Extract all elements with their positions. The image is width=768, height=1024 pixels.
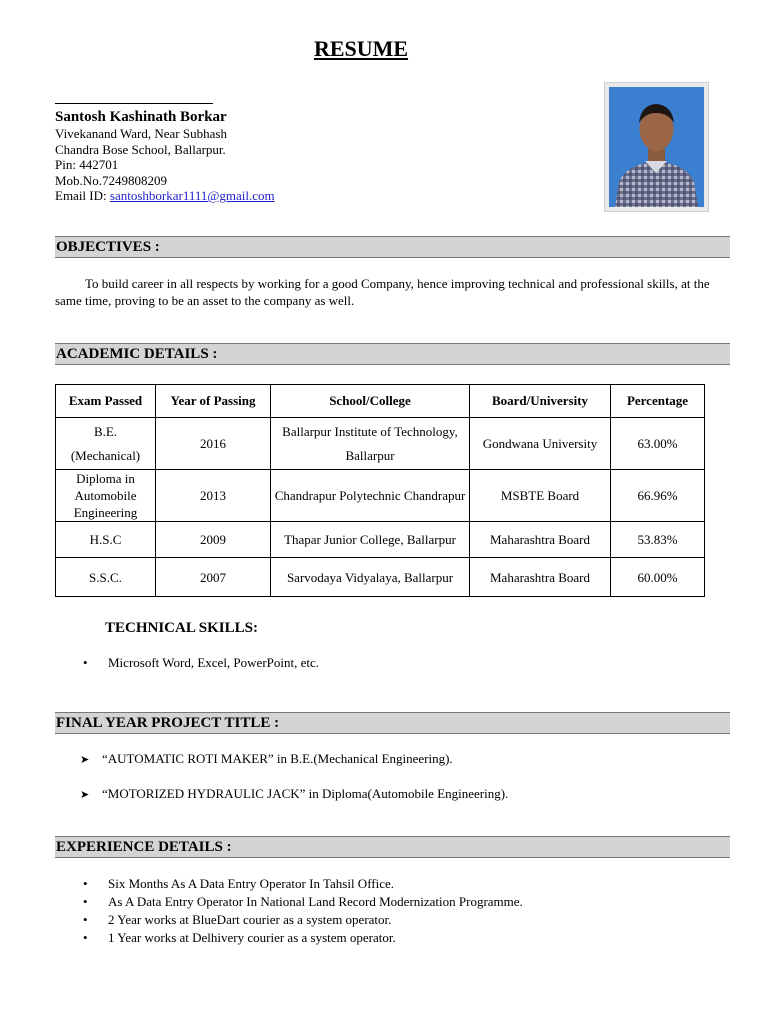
cell-year: 2016 (156, 418, 271, 470)
cell-year: 2009 (156, 522, 271, 558)
list-item: • 1 Year works at Delhivery courier as a system operator. (83, 929, 523, 947)
cell-percentage: 53.83% (611, 522, 705, 558)
profile-photo-icon (604, 82, 709, 212)
cell-school: Ballarpur Institute of Technology, Ballarpur (271, 418, 470, 470)
email-row (55, 188, 275, 204)
list-item: • Six Months As A Data Entry Operator In Tahsil Office. (83, 875, 523, 893)
experience-heading: EXPERIENCE DETAILS : (55, 836, 730, 858)
cell-percentage: 66.96% (611, 470, 705, 522)
cell-percentage: 63.00% (611, 418, 705, 470)
email-label: Email ID: (55, 188, 110, 203)
table-row (56, 558, 705, 597)
objectives-text: To build career in all respects by working for a good Company, hence improving technical and professional skills, at the same time, proving to be an asset to the company as well. (55, 276, 710, 308)
address-line-1: Vivekanand Ward, Near Subhash (55, 126, 227, 141)
resume-title: RESUME (313, 36, 409, 61)
name-rule (55, 103, 213, 104)
academic-table (55, 384, 705, 597)
contact-block (55, 108, 275, 204)
address-line-2: Chandra Bose School, Ballarpur. (55, 141, 226, 157)
table-row (56, 418, 705, 470)
list-item (80, 751, 453, 767)
cell-board: Gondwana University (470, 418, 611, 470)
cell-year: 2007 (156, 558, 271, 597)
email-link[interactable]: santoshborkar1111@gmail.com (109, 188, 275, 203)
col-year-of-passing: Year of Passing (156, 385, 271, 418)
table-row (56, 522, 705, 558)
cell-school: Chandrapur Polytechnic Chandrapur (271, 470, 470, 522)
cell-school: Thapar Junior College, Ballarpur (271, 522, 470, 558)
arrow-bullet-icon: ➤ (80, 754, 90, 766)
col-school-college: School/College (271, 385, 470, 418)
table-header-row (56, 385, 705, 418)
col-exam-passed: Exam Passed (56, 385, 156, 418)
cell-board: MSBTE Board (470, 470, 611, 522)
technical-skills-list (83, 654, 319, 672)
project-title: “MOTORIZED HYDRAULIC JACK” in Diploma(Automobile Engineering). (102, 786, 509, 801)
cell-school: Sarvodaya Vidyalaya, Ballarpur (271, 558, 470, 597)
list-item: • Microsoft Word, Excel, PowerPoint, etc. (83, 654, 319, 672)
cell-percentage: 60.00% (611, 558, 705, 597)
cell-board: Maharashtra Board (470, 558, 611, 597)
project-title: “AUTOMATIC ROTI MAKER” in B.E.(Mechanical Engineering). (102, 751, 453, 766)
arrow-bullet-icon: ➤ (80, 789, 90, 801)
col-percentage: Percentage (611, 385, 705, 418)
pin-code: Pin: 442701 (55, 157, 119, 172)
list-item: • 2 Year works at BlueDart courier as a system operator. (83, 911, 523, 929)
col-board-university: Board/University (470, 385, 611, 418)
cell-exam: H.S.C (56, 522, 156, 558)
cell-exam: Diploma in Automobile Engineering (56, 470, 156, 522)
list-item: • As A Data Entry Operator In National Land Record Modernization Programme. (83, 893, 523, 911)
table-row (56, 470, 705, 522)
project-heading: FINAL YEAR PROJECT TITLE : (55, 712, 730, 734)
list-item (80, 786, 508, 802)
cell-board: Maharashtra Board (470, 522, 611, 558)
mobile-number: Mob.No.7249808209 (55, 172, 167, 188)
cell-year: 2013 (156, 470, 271, 522)
candidate-name: Santosh Kashinath Borkar (55, 109, 227, 125)
objectives-heading: OBJECTIVES : (55, 236, 730, 258)
cell-exam: B.E. (Mechanical) (56, 418, 156, 470)
academic-heading: ACADEMIC DETAILS : (55, 343, 730, 365)
technical-skills-heading: TECHNICAL SKILLS: (105, 620, 258, 636)
cell-exam: S.S.C. (56, 558, 156, 597)
experience-list (83, 875, 523, 947)
